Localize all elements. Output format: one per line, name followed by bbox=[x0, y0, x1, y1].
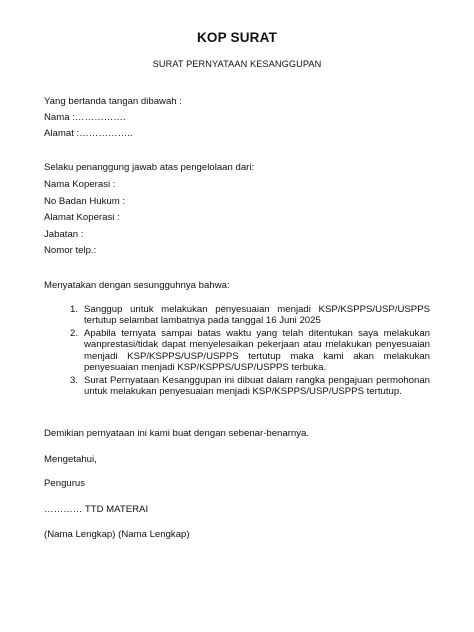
list-item-number: 3. bbox=[70, 374, 79, 386]
list-item-text: Surat Pernyataan Kesanggupan ini dibuat dalam rangka pengajuan permohonan untuk melakukan penyesuaian menjadi KSP/KSPPS/USP/USPPS tertutup. bbox=[84, 374, 430, 398]
mengetahui-text: Mengetahui, bbox=[44, 454, 97, 465]
list-item-text: Sanggup untuk melakukan penyesuaian menjadi KSP/KSPPS/USP/USPPS tertutup selambat lambatnya pada tanggal 16 Juni 2025 bbox=[84, 304, 430, 327]
jabatan-field: Jabatan : bbox=[44, 229, 84, 240]
list-item-number: 2. bbox=[70, 328, 79, 340]
statement-heading: Menyatakan dengan sesungguhnya bahwa: bbox=[44, 280, 230, 291]
letterhead-title: KOP SURAT bbox=[196, 30, 278, 45]
statement-list bbox=[44, 304, 430, 399]
no-badan-hukum-field: No Badan Hukum : bbox=[44, 196, 126, 207]
document-subtitle: SURAT PERNYATAAN KESANGGUPAN bbox=[152, 59, 322, 69]
list-item-number: 1. bbox=[70, 304, 79, 315]
alamat-koperasi-field: Alamat Koperasi : bbox=[44, 212, 120, 223]
alamat-field: Alamat :…………….. bbox=[44, 128, 133, 139]
pengurus-text: Pengurus bbox=[44, 478, 86, 489]
list-item-text: Apabila ternyata sampai batas waktu yang telah ditentukan saya melakukan wanprestasi/tidak dapat menyelesaikan pekerjaan atau melakukan penyesuaian menjadi KSP/KSPPS/USP/USPPS tertutup maka kami akan melakukan penyesuaian menjadi KSP/KSPPS/USP/USPPS terbuka. bbox=[84, 328, 430, 373]
signature-stamp-line: ………… TTD MATERAI bbox=[44, 504, 149, 515]
nama-koperasi-field: Nama Koperasi : bbox=[44, 179, 116, 190]
intro-text: Yang bertanda tangan dibawah : bbox=[44, 96, 182, 107]
list-item bbox=[44, 375, 430, 398]
closing-text: Demikian pernyataan ini kami buat dengan sebenar-benarnya. bbox=[44, 428, 310, 439]
nomor-telp-field: Nomor telp.: bbox=[44, 245, 97, 256]
nama-field: Nama :……………. bbox=[44, 112, 126, 123]
list-item bbox=[44, 304, 430, 327]
selaku-text: Selaku penanggung jawab atas pengelolaan dari: bbox=[44, 162, 255, 173]
list-item bbox=[44, 328, 430, 373]
signatory-names: (Nama Lengkap) (Nama Lengkap) bbox=[44, 529, 190, 540]
